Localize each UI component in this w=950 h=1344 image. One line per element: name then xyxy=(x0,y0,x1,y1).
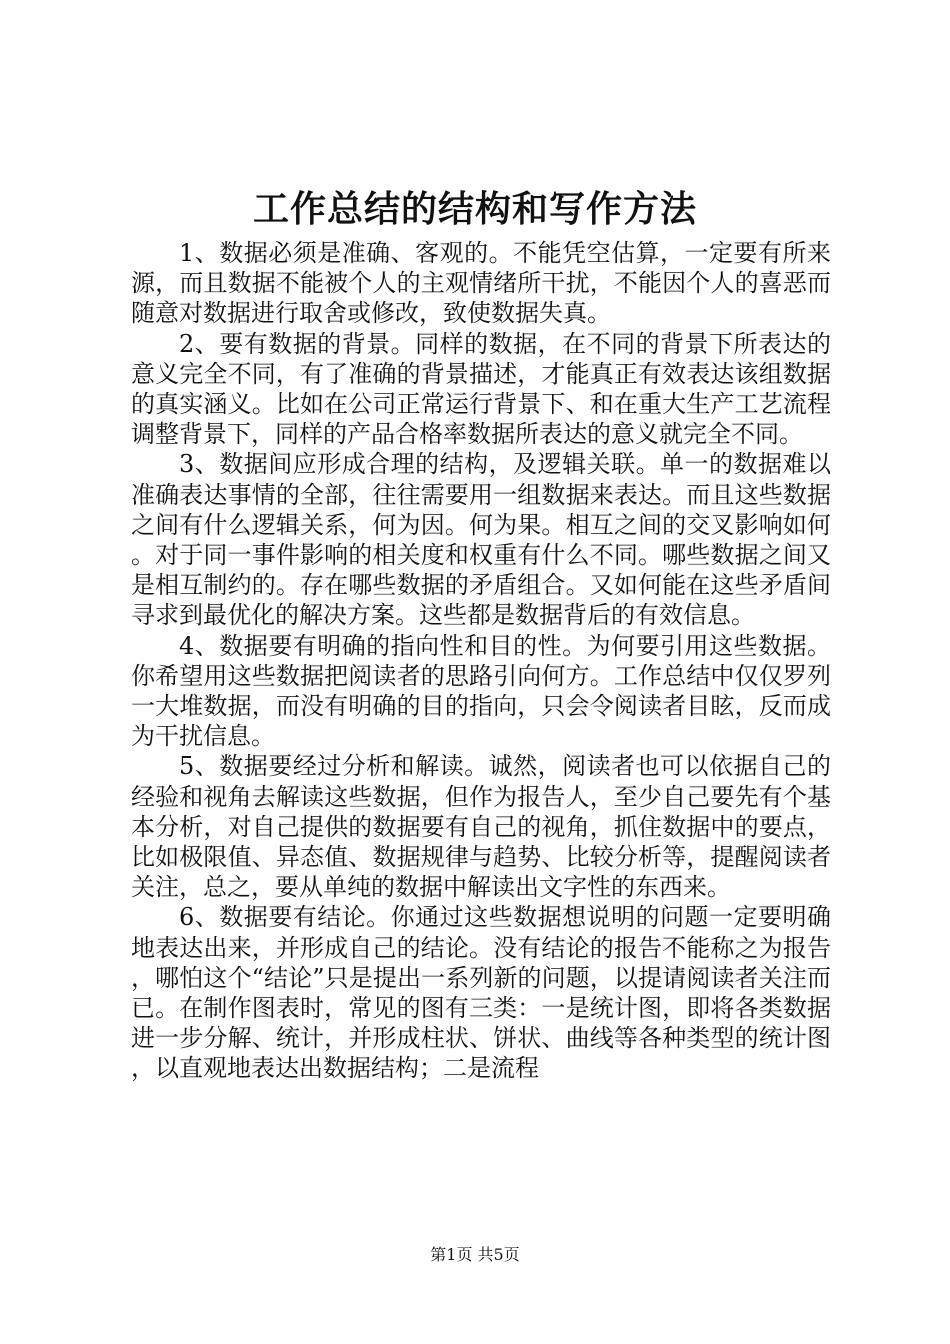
page-footer xyxy=(0,1244,950,1266)
paragraph-2: 2、要有数据的背景。同样的数据，在不同的背景下所表达的意义完全不同，有了准确的背景描述，才能真正有效表达该组数据的真实涵义。比如在公司正常运行背景下、和在重大生产工艺流程调整背景下，同样的产品合格率数据所表达的意义就完全不同。 xyxy=(131,329,831,449)
paragraph-5: 5、数据要经过分析和解读。诚然，阅读者也可以依据自己的经验和视角去解读这些数据，但作为报告人，至少自己要先有个基本分析，对自己提供的数据要有自己的视角，抓住数据中的要点，比如极限值、异态值、数据规律与趋势、比较分析等，提醒阅读者关注，总之，要从单纯的数据中解读出文字性的东西来。 xyxy=(131,752,831,902)
paragraph-1: 1、数据必须是准确、客观的。不能凭空估算，一定要有所来源，而且数据不能被个人的主观情绪所干扰，不能因个人的喜恶而随意对数据进行取舍或修改，致使数据失真。 xyxy=(131,239,831,328)
paragraph-4: 4、数据要有明确的指向性和目的性。为何要引用这些数据。你希望用这些数据把阅读者的思路引向何方。工作总结中仅仅罗列一大堆数据，而没有明确的目的指向，只会令阅读者目眩，反而成为干扰信息。 xyxy=(131,631,831,751)
document-body xyxy=(131,238,831,1084)
paragraph-6: 6、数据要有结论。你通过这些数据想说明的问题一定要明确地表达出来，并形成自己的结论。没有结论的报告不能称之为报告，哪怕这个“结论”只是提出一系列新的问题，以提请阅读者关注而已。在制作图表时，常见的图有三类：一是统计图，即将各类数据进一步分解、统计，并形成柱状、饼状、曲线等各种类型的统计图，以直观地表达出数据结构；二是流程 xyxy=(131,903,831,1083)
document-title: 工作总结的结构和写作方法 xyxy=(252,188,697,230)
page-indicator: 第1页 共5页 xyxy=(430,1245,520,1264)
paragraph-3: 3、数据间应形成合理的结构，及逻辑关联。单一的数据难以准确表达事情的全部，往往需要用一组数据来表达。而且这些数据之间有什么逻辑关系，何为因。何为果。相互之间的交叉影响如何。对于同一事件影响的相关度和权重有什么不同。哪些数据之间又是相互制约的。存在哪些数据的矛盾组合。又如何能在这些矛盾间寻求到最优化的解决方案。这些都是数据背后的有效信息。 xyxy=(131,450,831,630)
